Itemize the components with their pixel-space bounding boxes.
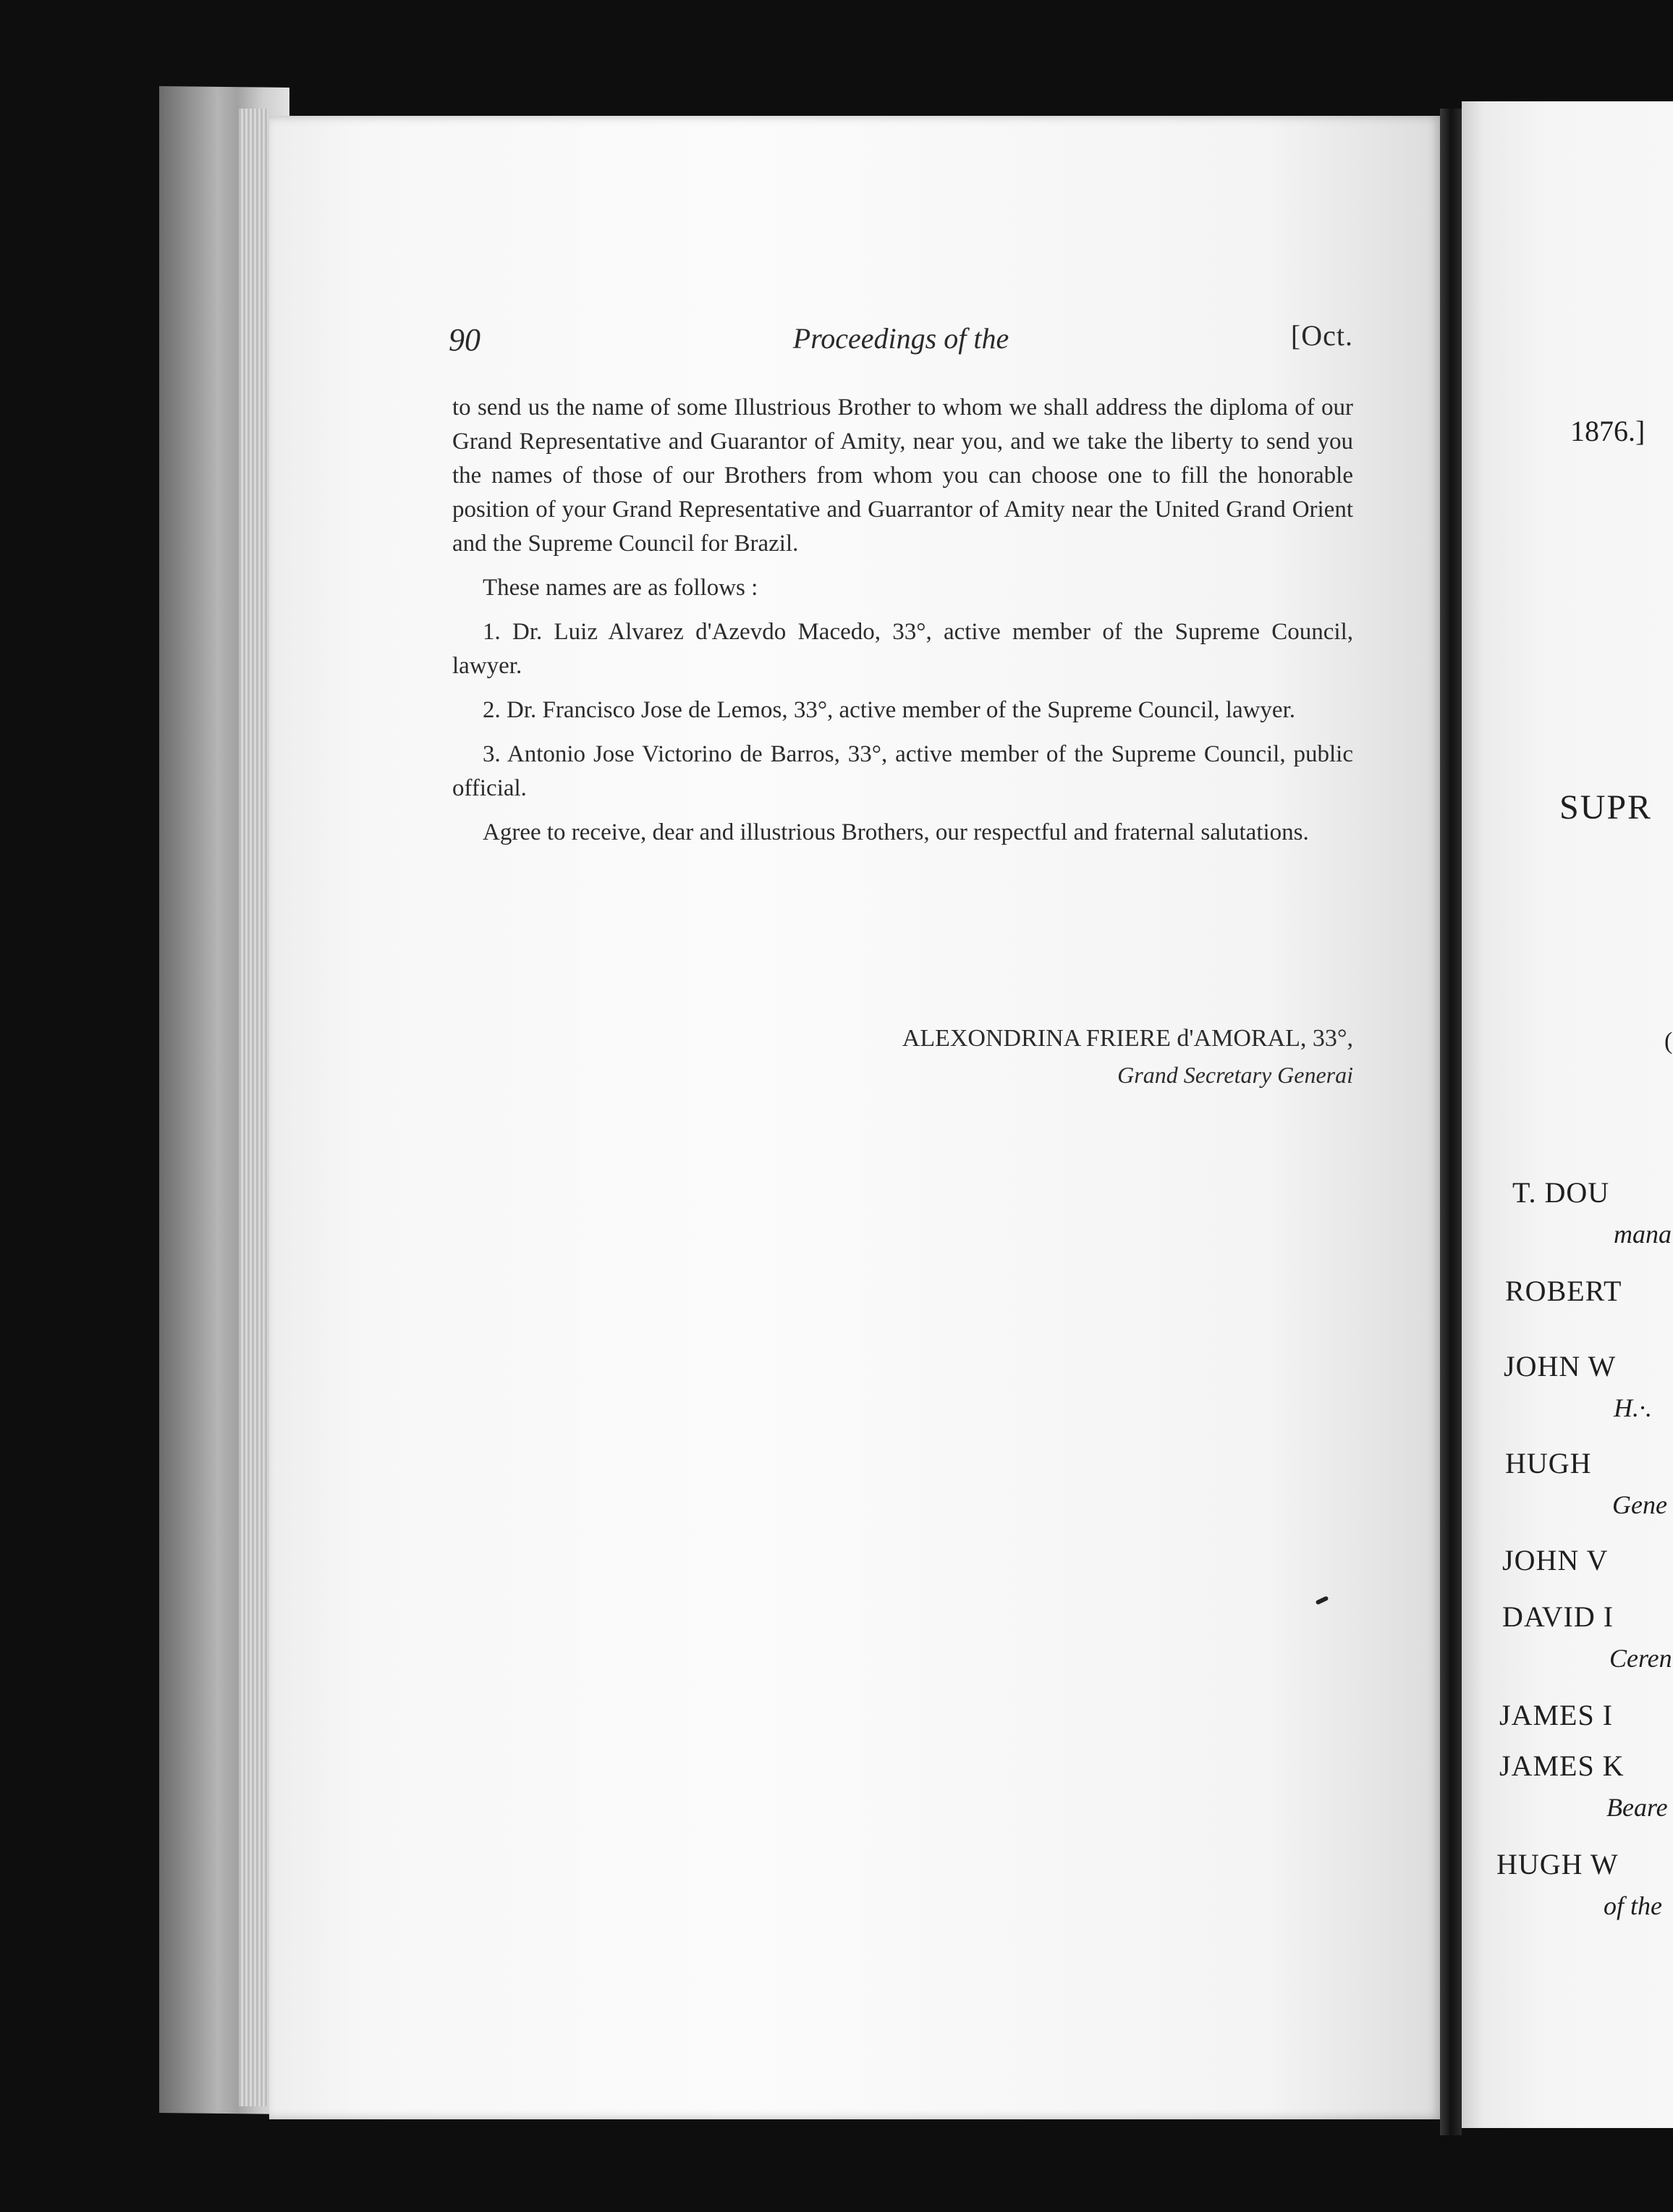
paragraph: These names are as follows : xyxy=(483,575,758,601)
entry-name: JOHN V xyxy=(1502,1544,1609,1576)
entry-name: JOHN W xyxy=(1504,1350,1617,1382)
entry-name: ROBERT xyxy=(1505,1275,1622,1307)
page-body xyxy=(452,391,1353,860)
list-item: 1. Dr. Luiz Alvarez d'Azevdo Macedo, 33°, active member of the Supreme Council, lawyer. xyxy=(452,619,1353,679)
book-page-edges-detail xyxy=(239,109,268,2106)
signature-title: Grand Secretary Generai xyxy=(1117,1062,1353,1088)
signature-block xyxy=(452,1021,1353,1093)
entry-role: Ceren xyxy=(1609,1644,1672,1673)
entry-role: H.·. xyxy=(1614,1393,1652,1422)
right-page-heading: SUPR xyxy=(1559,788,1653,827)
entry-name: JAMES K xyxy=(1499,1749,1625,1782)
entry-name: JAMES I xyxy=(1499,1699,1614,1731)
right-page-fragment: ( xyxy=(1664,1028,1673,1055)
entry-role: of the xyxy=(1604,1891,1662,1920)
entry-role: Gene xyxy=(1612,1490,1667,1519)
list-item: 3. Antonio Jose Victorino de Barros, 33°, active member of the Supreme Council, public official. xyxy=(452,741,1353,801)
entry-name: HUGH xyxy=(1505,1447,1592,1479)
paragraph: to send us the name of some Illustrious Brother to whom we shall address the diploma of our Grand Representative and Guarantor of Amity, near you, and we take the liberty to send you the names of those of our Brothers from whom you can choose one to fill the honorable position of your Grand Representative and Guarrantor of Amity near the United Grand Orient and the Supreme Council for Brazil. xyxy=(452,394,1353,557)
entry-name: HUGH W xyxy=(1496,1848,1619,1880)
list-item: 2. Dr. Francisco Jose de Lemos, 33°, active member of the Supreme Council, lawyer. xyxy=(483,697,1295,723)
page-number: 90 xyxy=(449,322,480,358)
running-title: Proceedings of the xyxy=(792,322,1009,355)
right-page xyxy=(1462,101,1673,2128)
entry-role: mana xyxy=(1614,1220,1672,1249)
right-page-year: 1876.] xyxy=(1570,415,1646,447)
entry-name: T. DOU xyxy=(1512,1176,1610,1209)
signature-name: ALEXONDRINA FRIERE d'AMORAL, 33°, xyxy=(902,1025,1353,1052)
paragraph: Agree to receive, dear and illustrious Brothers, our respectful and fraternal salutations. xyxy=(483,819,1309,845)
entry-role: Beare xyxy=(1606,1793,1668,1822)
running-date: [Oct. xyxy=(1290,319,1353,352)
running-head xyxy=(449,318,1353,369)
entry-name: DAVID I xyxy=(1502,1600,1614,1633)
book-gutter xyxy=(1440,109,1462,2135)
